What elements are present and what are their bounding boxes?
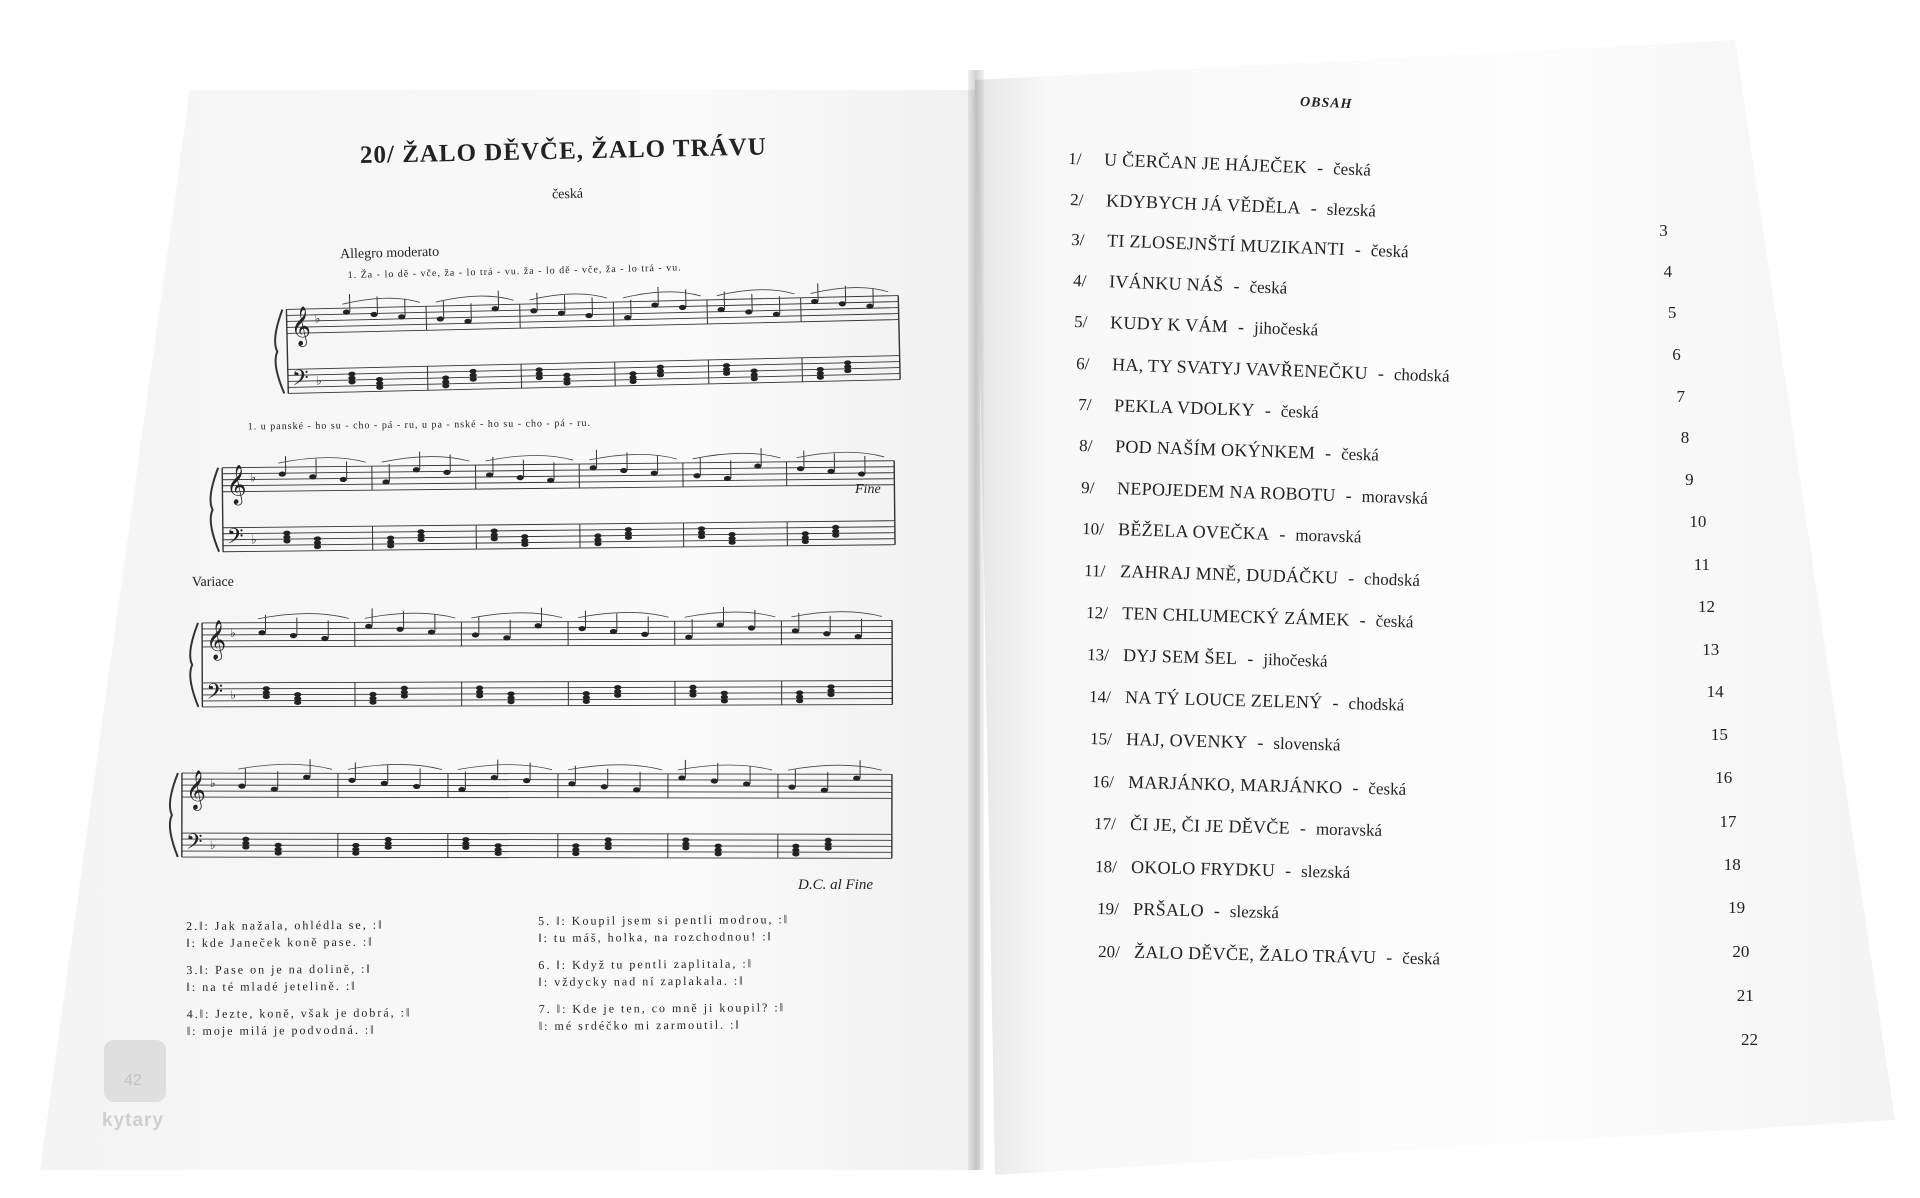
toc-entry-number: 5/ [1074, 312, 1089, 332]
toc-entry-region: chodská [1348, 693, 1405, 715]
toc-entry-region: slezská [1229, 902, 1279, 923]
toc-entry-title: MARJÁNKO, MARJÁNKO [1127, 771, 1343, 797]
toc-entry-number: 6/ [1075, 353, 1090, 373]
book-gutter [968, 70, 984, 1170]
toc-entry-region: moravská [1295, 525, 1363, 547]
grand-staff [198, 443, 899, 566]
toc-entry-page: 15 [1710, 725, 1728, 745]
svg-text:𝄞: 𝄞 [185, 770, 207, 811]
toc-entry-title: KUDY K VÁM [1110, 312, 1229, 337]
toc-entry-page: 20 [1732, 942, 1750, 962]
toc-entry-page: 10 [1689, 512, 1707, 532]
watermark-brand: kytary [102, 1110, 164, 1131]
toc-entry-separator: - [1345, 484, 1352, 506]
svg-text:♭: ♭ [230, 687, 237, 702]
toc-entry-page: 13 [1702, 639, 1720, 659]
toc-entry-number: 16/ [1091, 771, 1115, 792]
toc-entry-number: 12/ [1085, 602, 1108, 623]
toc-entry-number: 15/ [1090, 729, 1113, 749]
toc-entry-title: TI ZLOSEJNŠTÍ MUZIKANTI [1106, 230, 1346, 260]
toc-entry-region: česká [1402, 948, 1441, 969]
toc-entry-region: slovenská [1273, 733, 1342, 755]
toc-entry-page: 16 [1715, 768, 1733, 788]
svg-text:𝄞: 𝄞 [206, 619, 227, 660]
toc-entry-page: 18 [1723, 854, 1741, 874]
toc-entry-title: U ČERČAN JE HÁJEČEK [1103, 149, 1308, 178]
toc-entry-number: 17/ [1093, 813, 1116, 834]
toc-entry-page: 17 [1719, 811, 1737, 831]
toc-entry-separator: - [1279, 524, 1287, 545]
svg-text:♭: ♭ [314, 311, 321, 326]
toc-entry-separator: - [1247, 648, 1254, 669]
toc-entry-page: 12 [1698, 597, 1715, 616]
toc-last-page: 22 [1741, 1030, 1758, 1049]
toc-entry-number: 7/ [1077, 394, 1092, 415]
toc-entry-separator: - [1359, 609, 1366, 630]
grand-staff [178, 602, 896, 723]
lyrics-line-1: 1. Ža - lo dě - vče, ža - lo trá - vu. ža - lo dě - vče, ža - lo trá - vu. [347, 262, 682, 282]
toc-entry [1096, 898, 1279, 932]
svg-text:𝄢: 𝄢 [226, 524, 244, 555]
toc-entry-region: moravská [1361, 486, 1428, 508]
toc-entry-number: 2/ [1069, 189, 1084, 210]
verse-line: 5. ‖: Koupil jsem si pentli modrou, :‖ [538, 912, 790, 928]
toc-entry-number: 10/ [1082, 519, 1105, 539]
verse [187, 1004, 412, 1040]
toc-entry-separator: - [1257, 732, 1265, 753]
toc-entry-separator: - [1310, 197, 1317, 218]
verse-line: 7. ‖: Kde je ten, co mně ji koupil? :‖ [538, 1000, 786, 1016]
svg-text:𝄞: 𝄞 [290, 305, 312, 347]
toc-entry-number: 4/ [1072, 271, 1087, 291]
toc-entry-page: 9 [1685, 470, 1694, 490]
toc-entry-number: 11/ [1083, 561, 1106, 581]
toc-entry-region: slezská [1301, 861, 1351, 882]
toc-entry-region: česká [1280, 401, 1319, 422]
verses-left-column [186, 916, 412, 1050]
toc-entry-number: 3/ [1071, 230, 1085, 250]
verse-line: ‖: tu máš, holka, na rozchodnou! :‖ [538, 929, 773, 945]
toc-entry-title: TEN CHLUMECKÝ ZÁMEK [1121, 602, 1350, 630]
verse [539, 999, 790, 1035]
toc-entry-separator: - [1332, 692, 1339, 713]
svg-text:♭: ♭ [209, 776, 216, 791]
page-number: 42 [124, 1072, 142, 1089]
toc-entry-region: česká [1370, 241, 1410, 262]
verse-line: 4.‖: Jezte, koně, však je dobrá, :‖ [186, 1005, 412, 1021]
lyrics-line-2: 1. u panské - ho su - cho - pá - ru, u pa - nské - ho su - cho - pá - ru. [247, 417, 592, 433]
svg-text:𝄢: 𝄢 [185, 830, 203, 861]
toc-entry-number: 9/ [1080, 477, 1095, 498]
toc-entry-separator: - [1386, 947, 1393, 968]
toc-entry-separator: - [1213, 900, 1220, 922]
toc-entry-number: 14/ [1088, 686, 1111, 707]
verse [538, 955, 789, 991]
toc-entry-region: jihočeská [1263, 649, 1329, 671]
verse-line: 6. ‖: Když tu pentli zaplitala, :‖ [538, 956, 754, 972]
toc-entry [1087, 644, 1328, 681]
tempo-marking: Allegro moderato [339, 244, 440, 263]
toc-entry-separator: - [1264, 399, 1271, 421]
toc-entry-title: NEPOJEDEM NA ROBOTU [1116, 477, 1336, 505]
svg-text:𝄢: 𝄢 [291, 365, 310, 397]
verse-line: ‖: na té mladé jetelině. :‖ [186, 978, 357, 994]
toc-entry-region: česká [1332, 159, 1372, 180]
music-system-4 [158, 755, 896, 876]
toc-entry-page: 8 [1680, 428, 1690, 448]
svg-text:♭: ♭ [250, 470, 257, 485]
toc-entry-page: 6 [1672, 344, 1681, 364]
svg-text:♭: ♭ [315, 373, 322, 388]
toc-entry-number: 13/ [1087, 644, 1110, 665]
dc-al-fine-marking: D.C. al Fine [798, 877, 873, 893]
toc-entry-separator: - [1316, 157, 1324, 178]
song-subtitle: česká [551, 186, 584, 203]
svg-text:𝄞: 𝄞 [226, 464, 247, 505]
toc-entry-separator: - [1354, 239, 1362, 261]
verse-line: ‖: vždycky nad ní zaplakala. :‖ [538, 973, 745, 989]
toc-entry-title: DYJ SEM ŠEL [1123, 644, 1238, 669]
grand-staff [262, 277, 904, 403]
toc-entry-number: 18/ [1095, 856, 1118, 877]
toc-entry-title: OKOLO FRYDKU [1131, 856, 1276, 880]
toc-entry-number: 20/ [1098, 942, 1121, 962]
toc-entry-title: NA TÝ LOUCE ZELENÝ [1124, 686, 1323, 713]
watermark-icon [104, 1040, 166, 1102]
verse-line: ‖: moje milá je podvodná. :‖ [186, 1022, 376, 1038]
toc-entry-number: 8/ [1079, 436, 1093, 456]
variace-label: Variace [191, 574, 234, 590]
toc-title: OBSAH [1299, 94, 1353, 113]
toc-entry-separator: - [1352, 777, 1359, 798]
toc-entry-title: ČI JE, ČI JE DĚVČE [1129, 813, 1290, 838]
kytary-watermark [100, 1030, 170, 1130]
toc-entry-region: česká [1368, 778, 1407, 799]
toc-entry-page: 14 [1706, 682, 1724, 702]
toc-entry-separator: - [1233, 276, 1240, 297]
toc-entry-separator: - [1347, 567, 1355, 589]
verse-line: ‖: kde Janeček koně pase. :‖ [186, 934, 374, 950]
toc-entry-number: 19/ [1096, 899, 1119, 919]
toc-entry-page: 3 [1659, 220, 1668, 240]
svg-text:♭: ♭ [230, 625, 236, 640]
toc-entry-separator: - [1325, 443, 1332, 464]
music-system-3 [178, 574, 896, 723]
music-system-1 [262, 262, 904, 403]
verses-right-column [538, 911, 790, 1045]
music-system-2 [198, 417, 899, 566]
toc-entry-title: KDYBYCH JÁ VĚDĚLA [1105, 190, 1301, 218]
toc-entry-page: 19 [1728, 898, 1746, 918]
verse-line: 3.‖: Pase on je na dolině, :‖ [186, 961, 372, 977]
verse [538, 911, 789, 947]
fine-marking: Fine [855, 482, 881, 497]
grand-staff [158, 755, 896, 876]
toc-entry-title: ZAHRAJ MNĚ, DUDÁČKU [1119, 561, 1339, 588]
toc-entry-title: HA, TY SVATYJ VAVŘENEČKU [1111, 353, 1369, 383]
toc-entry-page: 5 [1667, 303, 1677, 323]
toc-entry-page: 7 [1676, 386, 1685, 406]
toc-entry-page: 4 [1663, 262, 1673, 282]
toc-entry-separator: - [1377, 362, 1385, 383]
verse-line: 2.‖: Jak nažala, ohlédla se, :‖ [186, 917, 384, 933]
toc-entry-region: česká [1375, 611, 1414, 632]
toc-entry-title: BĚŽELA OVEČKA [1118, 519, 1271, 544]
toc-entry-region: chodská [1363, 569, 1421, 590]
toc-entry-separator: - [1238, 317, 1245, 338]
svg-text:♭: ♭ [209, 838, 216, 853]
toc-entry-region: česká [1249, 277, 1288, 298]
toc-entry-title: IVÁNKU NÁŠ [1108, 271, 1224, 296]
toc-entry-title: PEKLA VDOLKY [1113, 394, 1255, 420]
toc-entry-region: slezská [1326, 199, 1376, 221]
toc-entry-title: HAJ, OVENKY [1126, 729, 1249, 753]
toc-entry-separator: - [1299, 817, 1306, 839]
toc-entry-title: POD NAŠÍM OKÝNKEM [1115, 436, 1316, 463]
song-title: 20/ ŽALO DĚVČE, ŽALO TRÁVU [359, 133, 768, 169]
verse-line: ‖: mé srdéčko mi zarmoutil. :‖ [538, 1017, 741, 1033]
svg-text:𝄢: 𝄢 [206, 679, 224, 710]
svg-text:♭: ♭ [250, 532, 257, 547]
toc-entry-number: 1/ [1067, 149, 1082, 169]
toc-entry-page: 21 [1736, 985, 1754, 1005]
toc-entry-region: česká [1341, 444, 1380, 465]
toc-entry [1095, 856, 1351, 892]
toc-entry-region: moravská [1315, 819, 1382, 840]
toc-entry-region: chodská [1393, 364, 1450, 386]
toc-entry-region: jihočeská [1254, 318, 1319, 340]
verse [186, 916, 411, 952]
verse [186, 960, 411, 996]
toc-entry-title: ŽALO DĚVČE, ŽALO TRÁVU [1134, 941, 1377, 968]
toc-entry-separator: - [1285, 860, 1292, 881]
toc-entry-page: 11 [1693, 554, 1711, 574]
toc-entry-title: PRŠALO [1132, 899, 1204, 921]
